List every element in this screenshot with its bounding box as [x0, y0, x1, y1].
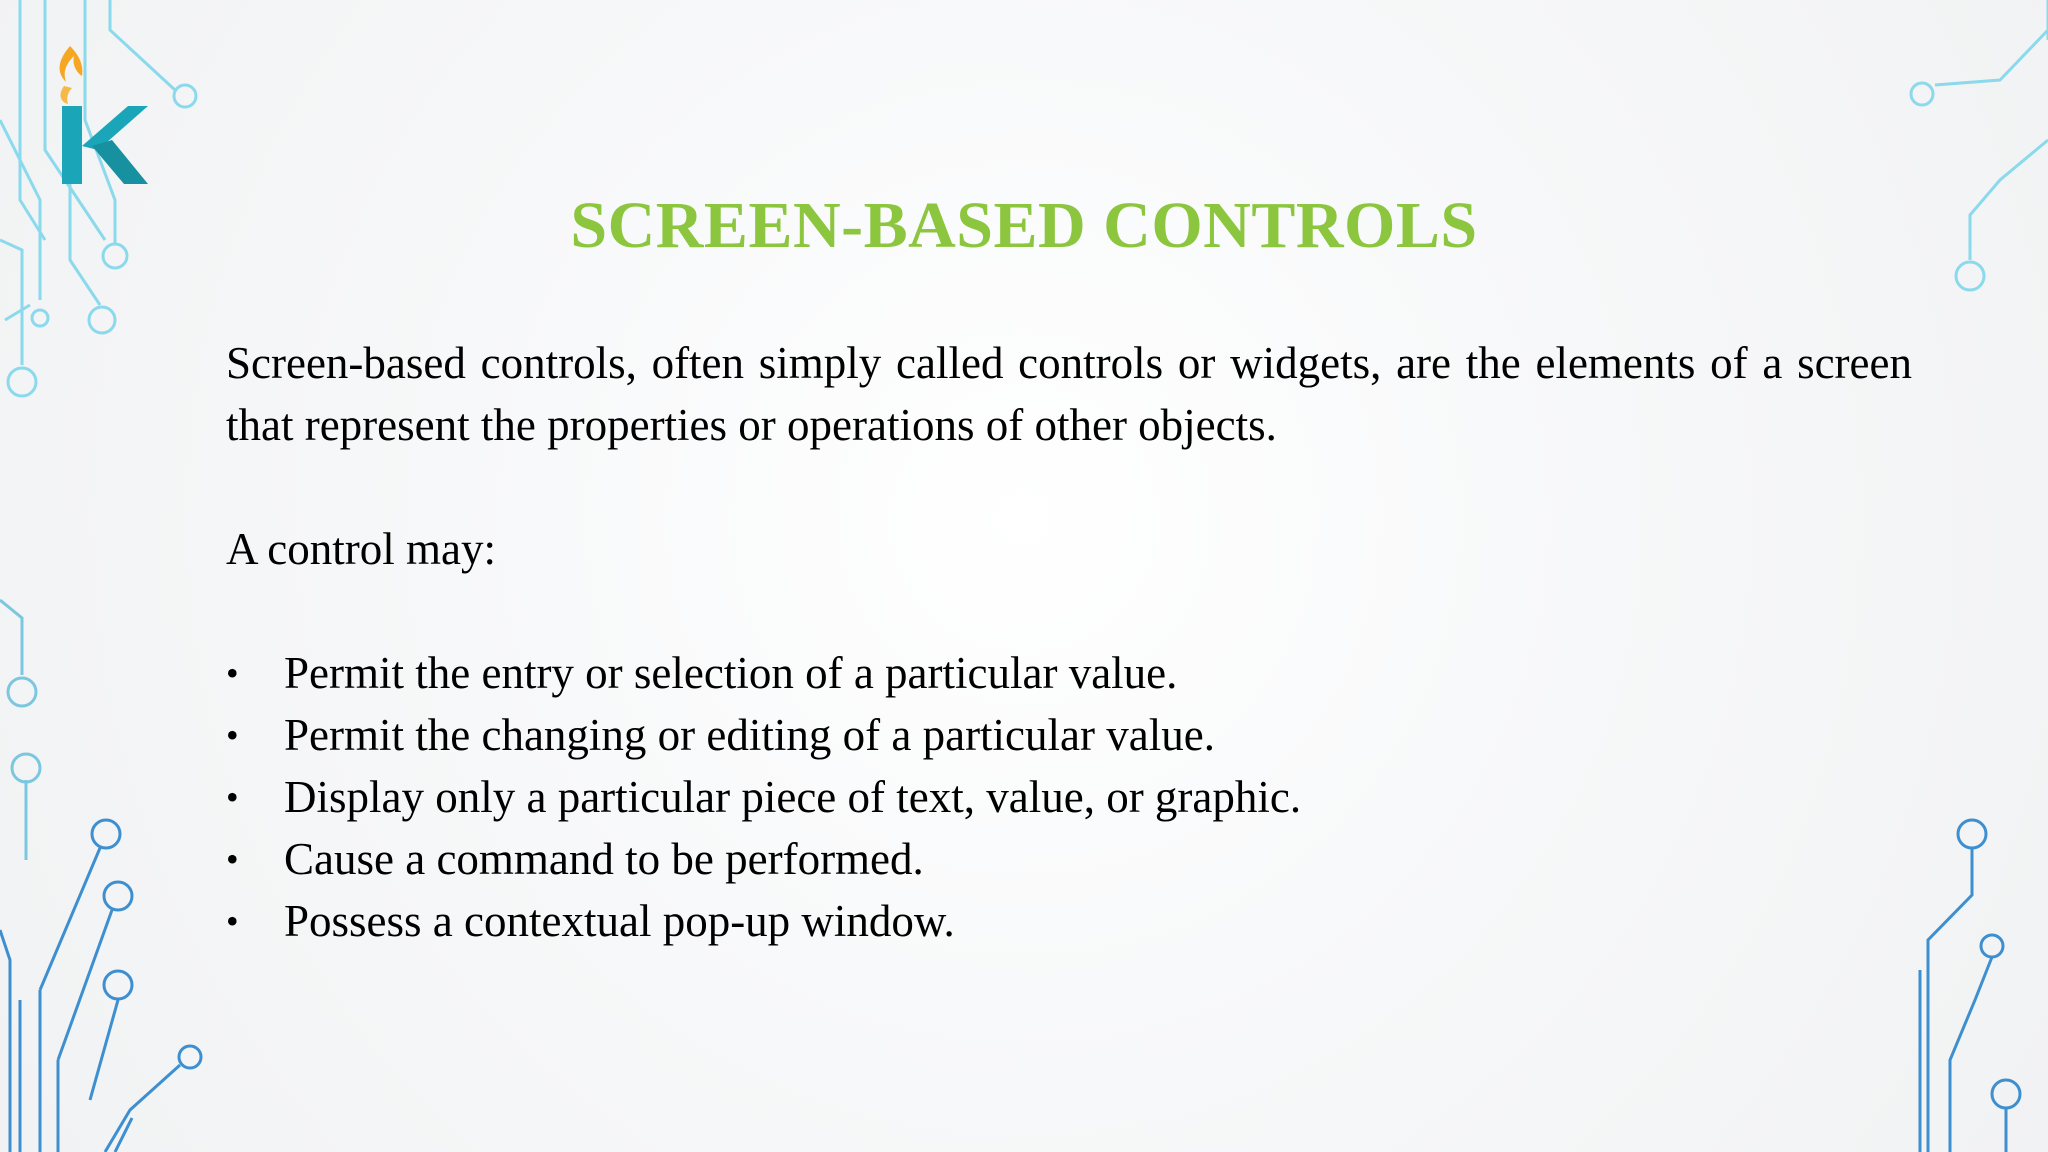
- lead-text: A control may:: [226, 524, 496, 574]
- bullet-list: [226, 642, 1912, 952]
- slide-title-text: SCREEN-BASED CONTROLS: [570, 189, 1478, 262]
- bullet-text: Permit the changing or editing of a particular value.: [284, 710, 1215, 760]
- slide-body: [226, 332, 1912, 952]
- bullet-dot: •: [226, 715, 239, 755]
- circuit-bottom-right: [1920, 820, 2020, 1152]
- bullet-item: [226, 642, 1912, 704]
- bullet-item: [226, 766, 1912, 828]
- bullet-item: [226, 890, 1912, 952]
- bullet-dot: •: [226, 839, 239, 879]
- bullet-dot: •: [226, 777, 239, 817]
- bullet-text: Possess a contextual pop-up window.: [284, 896, 955, 946]
- bullet-item: [226, 828, 1912, 890]
- k-flame-logo-icon: [48, 42, 158, 192]
- intro-paragraph: Screen-based controls, often simply called controls or widgets, are the elements of a screen that represent the properties or operations of other objects.: [226, 338, 1912, 450]
- bullet-dot: •: [226, 901, 239, 941]
- circuit-bottom-left: [0, 820, 201, 1152]
- bullet-dot: •: [226, 653, 239, 693]
- circuit-left-middle: [0, 600, 40, 860]
- bullet-text: Display only a particular piece of text, value, or graphic.: [284, 772, 1302, 822]
- slide-title: [0, 188, 2048, 264]
- bullet-text: Cause a command to be performed.: [284, 834, 924, 884]
- bullet-item: [226, 704, 1912, 766]
- bullet-text: Permit the entry or selection of a particular value.: [284, 648, 1178, 698]
